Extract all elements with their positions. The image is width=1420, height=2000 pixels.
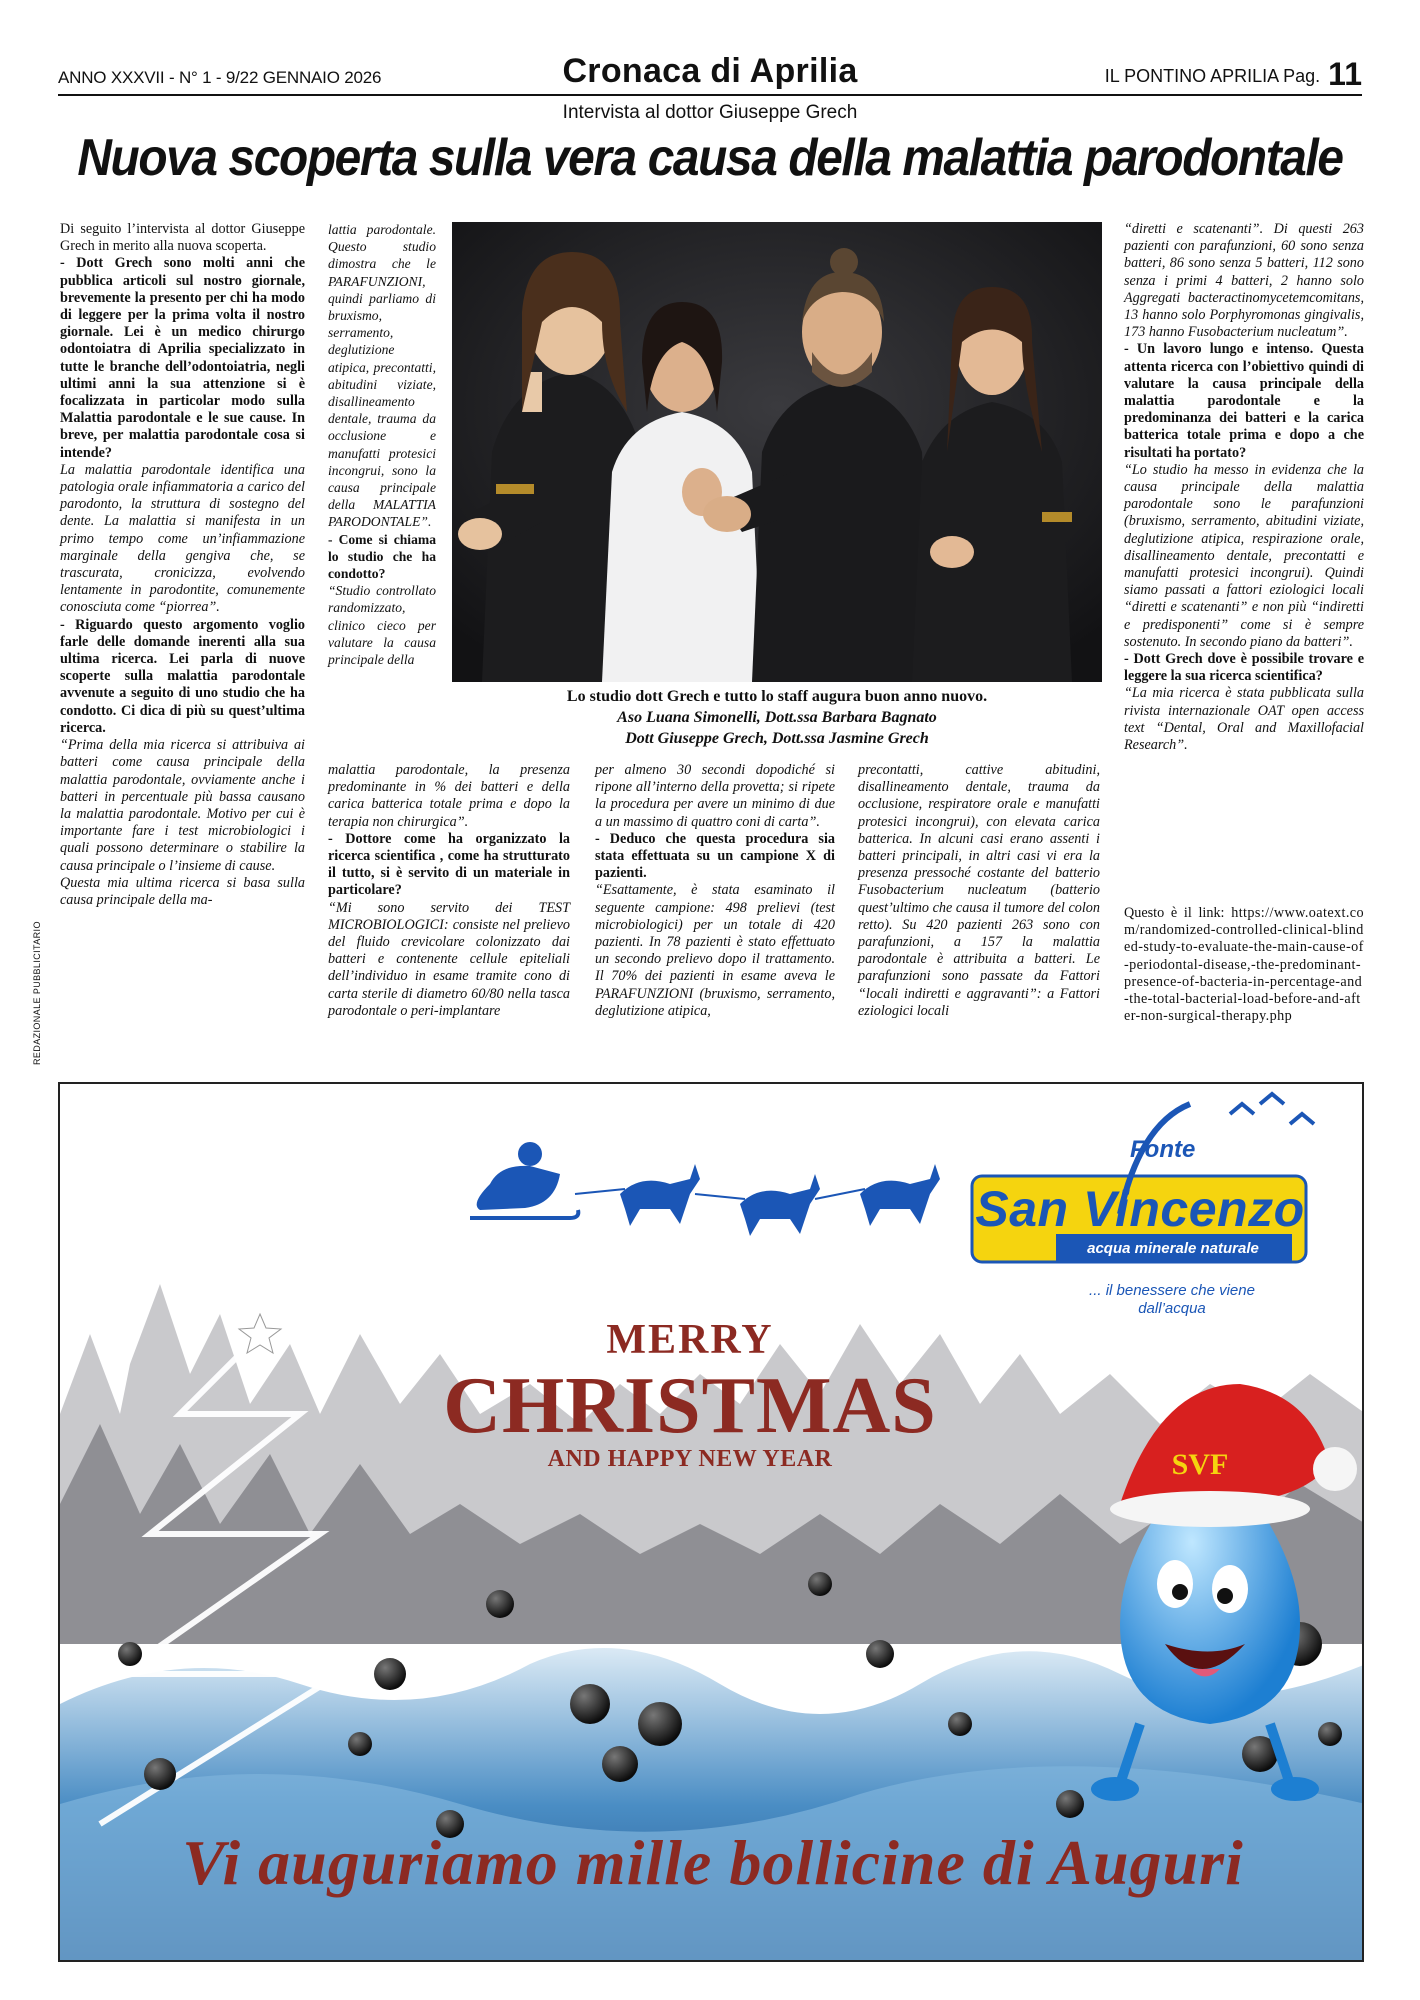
research-link[interactable]: https://www.oatext.com/randomized-controlled-clinical-blinded-study-to-evaluate-the-main-cause-of-periodontal-disease,-the-predominant-presence-of-bacteria-in-percentage-and-the-total-bacterial-load-before-and-after-non-surgical-therapy.php — [1124, 905, 1364, 1025]
paper-info — [1105, 56, 1362, 93]
interview-paragraph: per almeno 30 secondi dopodiché si ripone all’interno della provetta; si ripete la procedura per avere un minimo di due a un massimo di quattro coni di carta”. — [595, 762, 835, 830]
interview-question: - Un lavoro lungo e intenso. Questa attenta ricerca con l’obiettivo quindi di valutare la causa principale della malattia parodontale e la predominanza dei batteri e la carica batterica totale prima e dopo a che risultati ha portato? — [1124, 341, 1364, 461]
interview-paragraph: “Studio controllato randomizzato, clinico cieco per valutare la causa principale della — [328, 583, 436, 668]
issue-info: ANNO XXXVII - N° 1 - 9/22 GENNAIO 2026 — [58, 68, 382, 87]
brand-tagline: acqua minerale naturale — [1087, 1240, 1259, 1257]
article-headline: Nuova scoperta sulla vera causa della malattia parodontale — [77, 129, 1343, 187]
merry-text: MERRY — [606, 1317, 774, 1363]
interview-paragraph: Questa mia ultima ricerca si basa sulla causa principale della ma- — [60, 874, 305, 908]
article-column-4 — [595, 762, 835, 1020]
caption-line-2: Aso Luana Simonelli, Dott.ssa Barbara Bagnato — [617, 709, 937, 726]
article-column-1 — [60, 221, 305, 909]
interview-paragraph: “Lo studio ha messo in evidenza che la causa principale della malattia parodontale sono le parafunzioni (bruxismo, serramento, abitudini viziate, deglutizione atipica, respirazione orale, disallineamento dentale, precontatti e manufatti protesici incongrui). Quindi siamo passati a fattori eziologici locali “diretti e scatenanti” e non più “indiretti e predisponenti” come si è sempre sostenuto. In secondo piano da batteri”. — [1124, 461, 1364, 650]
page-number: 11 — [1328, 56, 1362, 92]
article-column-6 — [1124, 221, 1364, 754]
interview-paragraph: “Prima della mia ricerca si attribuiva ai batteri come causa principale della malattia parodontale, ovviamente anche i batteri in percentuale più bassa causano la malattia parodontale. Motivo per cui è importante fare i test microbiologici i quali possono determinare o stabilire la causa principale o l’insieme di cause. — [60, 737, 305, 874]
photo-caption — [452, 686, 1102, 749]
sleigh-reindeer — [470, 1142, 940, 1236]
article-column-5 — [858, 762, 1100, 1020]
happy-new-year-text: AND HAPPY NEW YEAR — [547, 1446, 833, 1472]
brand-slogan: ... il benessere che viene dall’acqua — [1089, 1282, 1255, 1317]
link-paragraph — [1124, 905, 1364, 1025]
caption-line-1: Lo studio dott Grech e tutto lo staff augura buon anno nuovo. — [566, 688, 988, 705]
christmas-text: CHRISTMAS — [443, 1362, 937, 1450]
interview-question: - Dottore come ha organizzato la ricerca scientifica , come ha strutturato il tutto, si è servito di un materiale in particolare? — [328, 830, 570, 899]
interview-paragraph: malattia parodontale, la presenza predominante in % dei batteri e della carica batterica totale prima e dopo la terapia non chirurgica”. — [328, 762, 570, 830]
interview-paragraph: Di seguito l’intervista al dottor Giuseppe Grech in merito alla nuova scoperta. — [60, 221, 305, 255]
interview-question: - Deduco che questa procedura sia stata effettuata su un campione X di pazienti. — [595, 830, 835, 882]
header-rule — [58, 94, 1362, 96]
article-kicker: Intervista al dottor Giuseppe Grech — [562, 102, 858, 123]
interview-paragraph: “La mia ricerca è stata pubblicata sulla rivista internazionale OAT open access text “Dental, Oral and Maxillofacial Research”. — [1124, 685, 1364, 754]
interview-paragraph: “Mi sono servito dei TEST MICROBIOLOGICI: consiste nel prelievo del fluido crevicolare colonizzato dai batteri e contenente cellule epiteliali dell’individuo in esame tramite cono di carta sterile di diametro 60/80 nella tasca parodontale o peri-implantare — [328, 899, 570, 1019]
svg-text:SVF: SVF — [1171, 1448, 1229, 1481]
article-column-2 — [328, 221, 436, 668]
interview-paragraph: precontatti, cattive abitudini, disallineamento dentale, trauma da occlusione, respiratore orale e manufatti protesici incongrui), con elevata carica batterica. In alcuni casi erano assenti i batteri principali, in altri casi vi era la presenza pressoché costante del batterio Fusobacterium nucleatum (batterio quest’ultimo che causa il tumore del colon retto). Su 420 pazienti 263 sono con parafunzioni, a 157 la malattia parodontale è attribuita a batteri. Le parafunzioni sono passate da Fattori “locali indiretti e aggravanti”: a Fattori eziologici locali — [858, 762, 1100, 1019]
caption-line-3: Dott Giuseppe Grech, Dott.ssa Jasmine Grech — [625, 730, 929, 747]
staff-photo — [452, 222, 1102, 682]
paper-name: IL PONTINO APRILIA Pag. — [1104, 66, 1321, 86]
interview-question: - Dott Grech dove è possibile trovare e leggere la sua ricerca scientifica? — [1124, 651, 1364, 685]
fonte-label: Fonte — [1130, 1136, 1196, 1163]
interview-paragraph: “diretti e scatenanti”. Di questi 263 pazienti con parafunzioni, 60 sono senza batteri, 86 sono senza 5 batteri, 112 sono senza i primi 4 batteri, 2 hanno solo Aggregati bacteractinomycetemcomitans, 13 hanno solo Porphyromonas gingivalis, 173 hanno Fusobacterium nucleatum”. — [1124, 221, 1364, 341]
advertorial-label: REDAZIONALE PUBBLICITARIO — [32, 921, 42, 1065]
interview-paragraph: lattia parodontale. Questo studio dimostra che le PARAFUNZIONI, quindi parliamo di bruxismo, serramento, deglutizione atipica, precontatti, abitudini viziate, disallineamento dentale, trauma da occlusione e manufatti protesici incongrui, sono la causa principale della MALATTIA PARODONTALE”. — [328, 222, 436, 530]
interview-paragraph: La malattia parodontale identifica una patologia orale infiammatoria a carico del parodonto, la struttura di sostegno del dente. La malattia si manifesta in un primo tempo come un’infiammazione marginale della gengiva che, se trascurata, cronicizza, evolvendo lentamente in parodontite, comunemente conosciuta come “piorrea”. — [60, 461, 305, 616]
interview-question: - Come si chiama lo studio che ha condotto? — [328, 531, 436, 582]
greeting-text: Vi auguriamo mille bollicine di Auguri — [182, 1827, 1244, 1898]
interview-question: - Dott Grech sono molti anni che pubblica articoli sul nostro giornale, brevemente la presento per chi ha modo di leggere per la prima volta il nostro giornale. Lei è un medico chirurgo odontoiatra di Aprilia specializzato in tutte le branche dell’odontoiatria, negli ultimi anni la sua attenzione si è focalizzata in particolar modo sulla Malattia parodontale e le sue cause. In breve, per malattia parodontale cosa si intende? — [60, 255, 305, 461]
brand-name: San Vincenzo — [975, 1181, 1305, 1237]
interview-question: - Riguardo questo argomento voglio farle delle domande inerenti alla sua ultima ricerca. Lei parla di nuove scoperte sulla malattia parodontale avvenute a seguito di uno studio che ha condotto. Ci dica di più su quest’ultima ricerca. — [60, 616, 305, 736]
section-title: Cronaca di Aprilia — [562, 52, 858, 90]
christmas-advertisement — [58, 1082, 1364, 1962]
article-column-3 — [328, 762, 570, 1020]
link-intro: Questo è il link: — [1124, 905, 1232, 921]
interview-paragraph: “Esattamente, è stata esaminato il seguente campione: 498 prelievi (test microbiologici) per un totale di 420 pazienti. In 78 pazienti è stato effettuato un secondo prelievo dopo il trattamento. Il 70% dei pazienti in esame aveva le PARAFUNZIONI (bruxismo, serramento, deglutizione atipica, — [595, 882, 835, 1019]
